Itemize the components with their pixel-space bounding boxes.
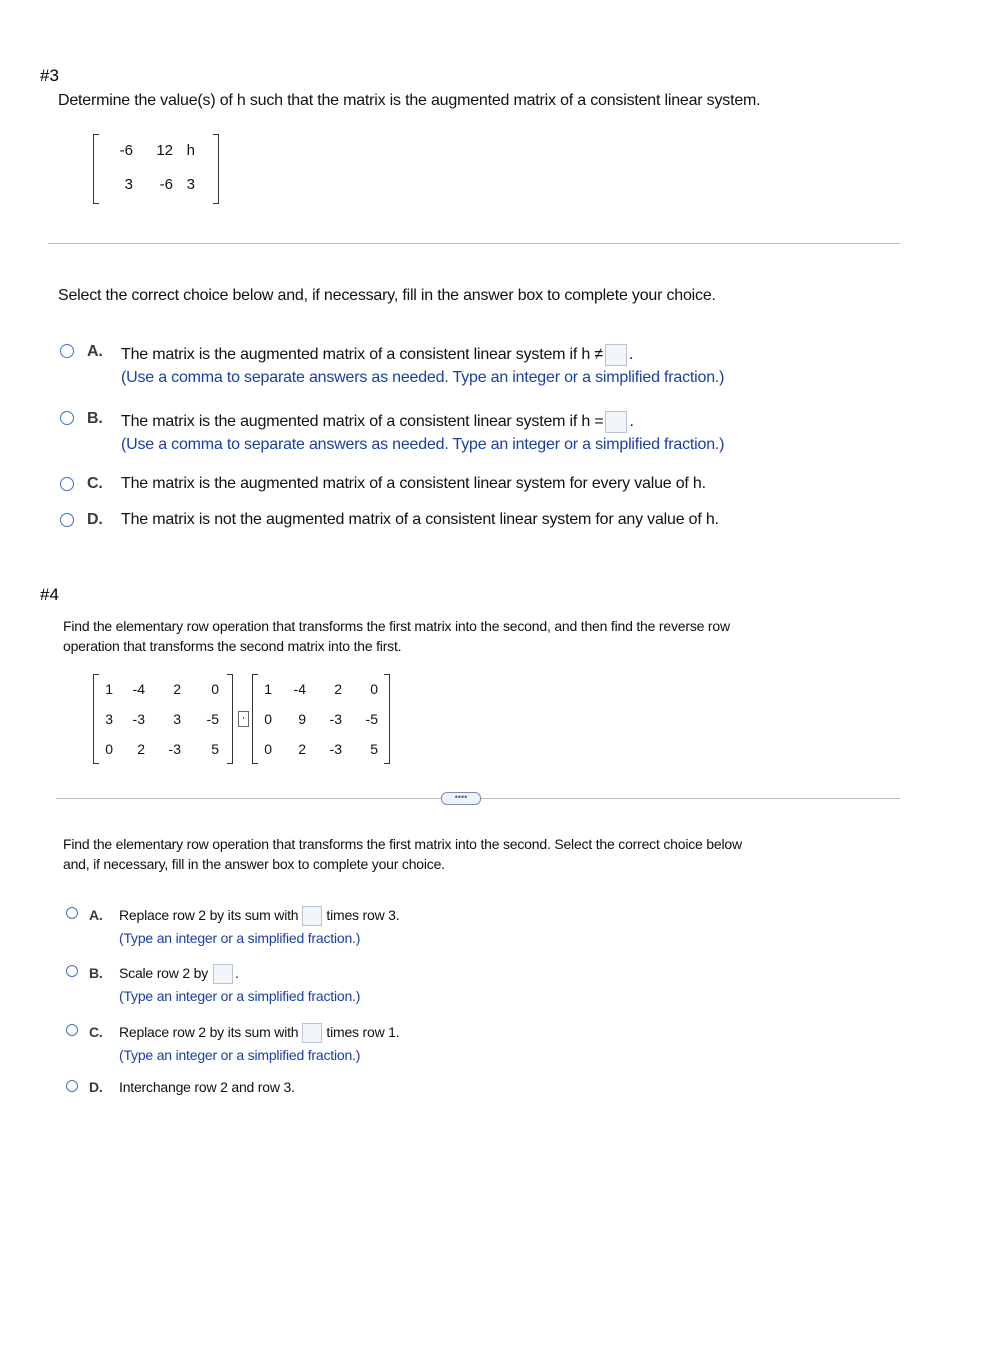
question-3-instruction: Select the correct choice below and, if necessary, fill in the answer box to complete your choice. [58,287,716,304]
matrix-cell: 12 [156,142,173,159]
matrix-cell: -3 [168,741,181,757]
option-text-main: The matrix is the augmented matrix of a consistent linear system if h ≠ [121,346,603,363]
matrix-cell: -3 [329,711,342,727]
matrix-cell: -3 [329,741,342,757]
matrix-cell: 0 [264,741,272,757]
matrix-cell: 3 [105,711,113,727]
matrix-cell: -4 [132,681,145,697]
answer-box[interactable] [213,964,233,984]
matrix-cell: h [186,142,195,159]
option-letter: D. [87,511,103,528]
radio-button[interactable] [66,965,78,977]
matrix-cell: 0 [211,681,219,697]
option-hint: (Type an integer or a simplified fraction.) [119,988,361,1004]
second-matrix [252,674,390,764]
matrix-cell: 3 [124,176,133,193]
option-text: The matrix is the augmented matrix of a consistent linear system for every value of h. [121,475,706,492]
option-text [119,1020,399,1044]
option-hint: (Use a comma to separate answers as needed. Type an integer or a simplified fraction.) [121,369,725,386]
first-matrix [93,674,233,764]
option-text [119,903,399,927]
matrix-cell: 2 [137,741,145,757]
matrix-cell: -5 [206,711,219,727]
option-letter: A. [89,907,103,923]
option-b[interactable] [60,410,724,456]
matrix-cell: 1 [264,681,272,697]
question-4-instruction [63,834,742,874]
option-text-post: times row 3. [326,907,400,923]
matrix-cell: 2 [173,681,181,697]
radio-button[interactable] [66,1024,78,1036]
question-4-prompt [63,616,730,656]
option-text-main: The matrix is the augmented matrix of a consistent linear system if h = [121,413,604,430]
option-text: Interchange row 2 and row 3. [119,1079,295,1095]
option-c[interactable] [66,1020,399,1066]
option-letter: C. [87,475,103,492]
matrix-left-bracket [252,674,258,764]
matrix-cell: 2 [298,741,306,757]
matrix-cell: -6 [119,142,133,159]
instruction-line: and, if necessary, fill in the answer box to complete your choice. [63,856,445,872]
matrix-cell: 3 [173,711,181,727]
answer-box[interactable] [302,1023,322,1043]
question-number-4: #4 [40,585,59,604]
option-d[interactable] [66,1076,295,1098]
option-a[interactable] [66,903,399,949]
matrix-cell: -3 [132,711,145,727]
matrix-left-bracket [93,134,99,204]
option-hint: (Use a comma to separate answers as needed. Type an integer or a simplified fraction.) [121,436,725,453]
matrix-cell: 0 [264,711,272,727]
answer-box[interactable] [605,344,627,366]
matrix-cell: -5 [365,711,378,727]
matrix-cell: 1 [105,681,113,697]
matrix-cell: 5 [370,741,378,757]
matrix-cell: 2 [334,681,342,697]
option-hint: (Type an integer or a simplified fraction.) [119,930,361,946]
radio-button[interactable] [66,1080,78,1092]
option-suffix: . [629,413,634,430]
option-text-pre: Scale row 2 by [119,965,209,981]
answer-box[interactable] [605,411,627,433]
option-text [119,961,360,985]
option-c[interactable] [60,474,706,494]
radio-button[interactable] [60,344,74,358]
option-letter: A. [87,343,103,360]
expand-ellipsis-button[interactable]: •••• [441,792,481,805]
option-hint: (Type an integer or a simplified fraction.) [119,1047,361,1063]
option-d[interactable] [60,510,719,530]
answer-box[interactable] [302,906,322,926]
option-letter: C. [89,1024,103,1040]
prompt-line: Find the elementary row operation that transforms the first matrix into the second, and then find the reverse row [63,618,730,634]
matrix-left-bracket [93,674,99,764]
option-letter: D. [89,1079,103,1095]
radio-button[interactable] [60,411,74,425]
option-a[interactable] [60,343,724,389]
matrix-cell: -6 [159,176,173,193]
question-number-3: #3 [40,66,59,85]
matrix-cell: -4 [293,681,306,697]
option-text-pre: Replace row 2 by its sum with [119,1024,299,1040]
radio-button[interactable] [60,477,74,491]
option-letter: B. [89,965,103,981]
matrix-cell: 0 [105,741,113,757]
option-suffix: . [628,346,634,363]
option-text-pre: Replace row 2 by its sum with [119,907,299,923]
matrix-cell: 5 [211,741,219,757]
divider [48,243,900,244]
augmented-matrix-q3 [93,134,219,204]
matrix-right-bracket [213,134,219,204]
matrix-cell: 3 [186,176,195,193]
matrix-right-bracket [384,674,390,764]
radio-button[interactable] [60,513,74,527]
matrix-right-bracket [227,674,233,764]
option-text-post: times row 1. [326,1024,400,1040]
option-b[interactable] [66,961,360,1007]
option-letter: B. [87,410,103,427]
radio-button[interactable] [66,907,78,919]
option-text: The matrix is not the augmented matrix of a consistent linear system for any value of h. [121,511,719,528]
instruction-line: Find the elementary row operation that transforms the first matrix into the second. Select the correct choice below [63,836,742,852]
option-text [121,343,724,367]
prompt-line: operation that transforms the second matrix into the first. [63,638,402,654]
option-text-post: . [235,965,239,981]
matrix-cell: 0 [370,681,378,697]
option-text [121,410,724,434]
question-3-prompt: Determine the value(s) of h such that the matrix is the augmented matrix of a consistent linear system. [58,92,761,109]
transform-dot-icon: · [238,711,249,727]
matrix-cell: 9 [298,711,306,727]
